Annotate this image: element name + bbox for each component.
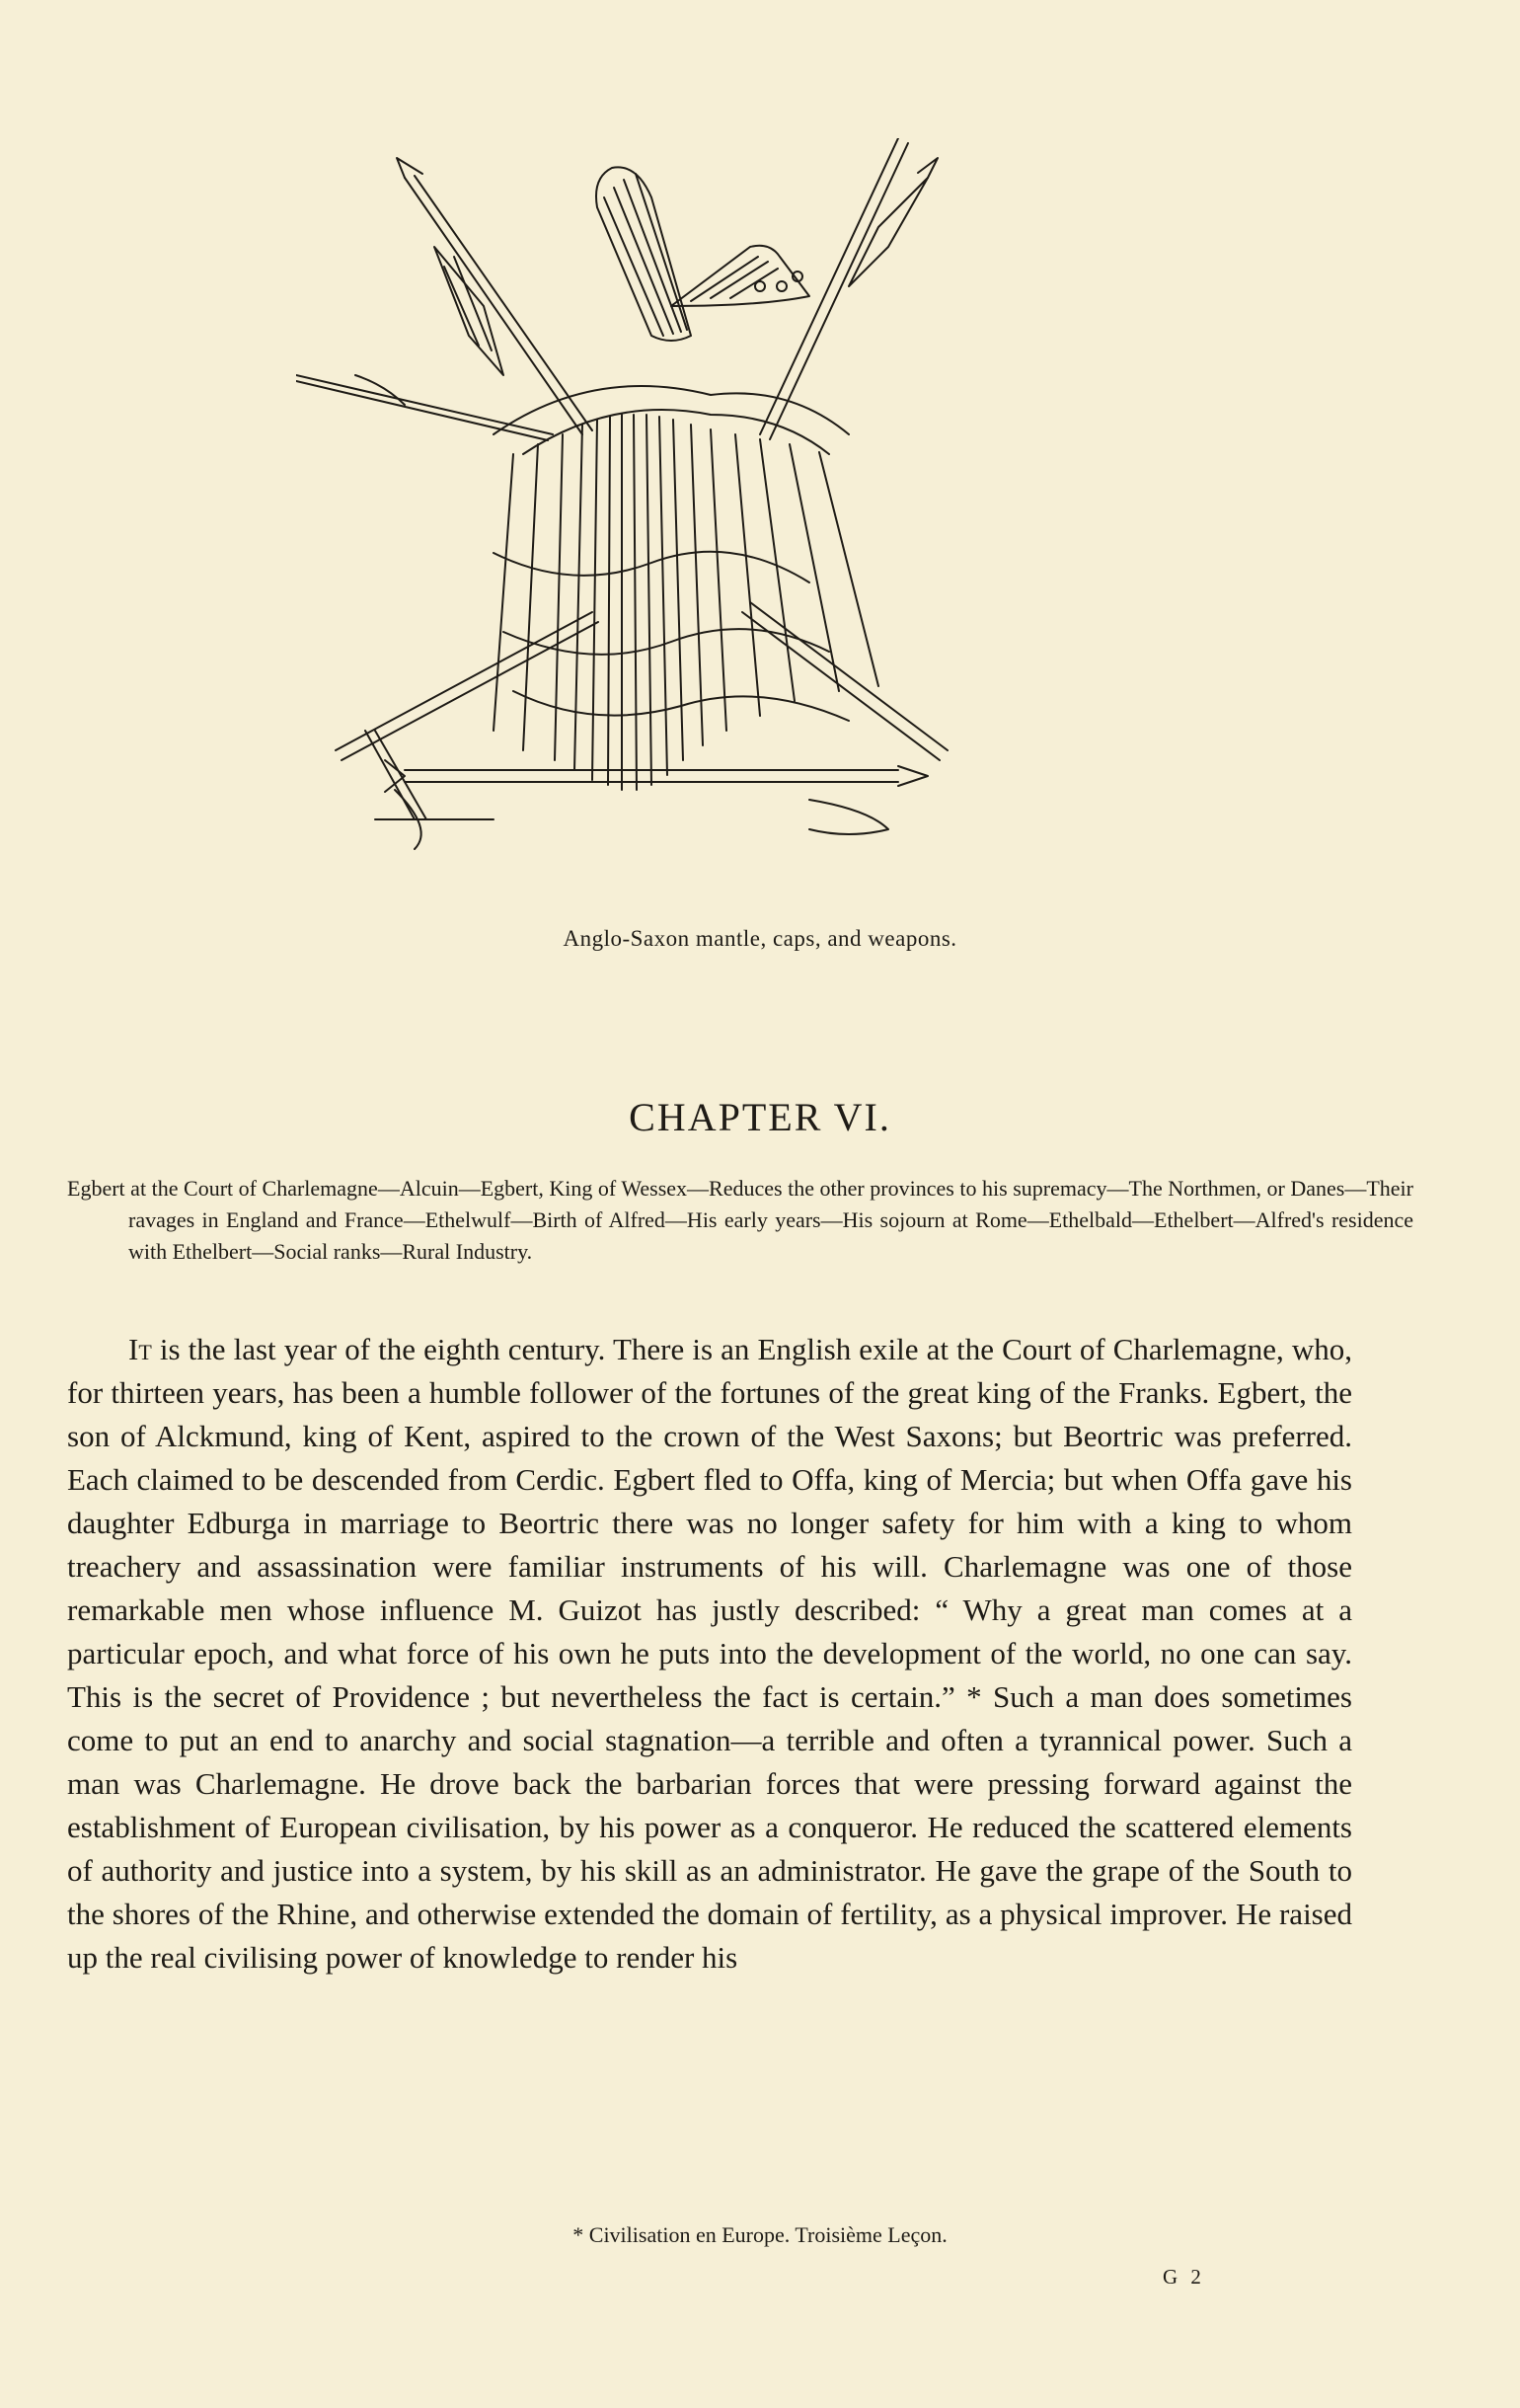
chapter-title: CHAPTER VI.: [629, 1095, 891, 1139]
body-text: is the last year of the eighth century. There is an English exile at the Court of Charlemagne, who, for thirteen years, has been a humble follower of the fortunes of the great king of the Franks. Egbert, the son of Alckmund, king of Kent, aspired to the crown of the West Saxons; but Beortric was preferred. Each claimed to be descended from Cerdic. Egbert fled to Offa, king of Mercia; but when Offa gave his daughter Edburga in marriage to Beortric there was no longer safety for him with a king to whom treachery and assassination were familiar instruments of his will. Charlemagne was one of those remarkable men whose influence M. Guizot has justly described: “ Why a great man comes at a particular epoch, and what force of his own he puts into the development of the world, no one can say. This is the secret of Providence ; but nevertheless the fact is certain.” * Such a man does sometimes come to put an end to anarchy and social stagnation—a terrible and often a tyrannical power. Such a man was Charlemagne. He drove back the barbarian forces that were pressing forward against the establishment of European civilisation, by his power as a conqueror. He reduced the scattered elements of authority and justice into a system, by his skill as an administrator. He gave the grape of the South to the shores of the Rhine, and otherwise extended the domain of fertility, as a physical improver. He raised up the real civilising power of knowledge to render his: [67, 1332, 1352, 1975]
printer-signature: G 2: [1163, 2265, 1205, 2289]
footnote: * Civilisation en Europe. Troisième Leçon.: [572, 2222, 948, 2247]
body-paragraph: [67, 1328, 1352, 1980]
anglo-saxon-mantle-illustration: [296, 138, 987, 918]
chapter-synopsis: Egbert at the Court of Charlemagne—Alcuin—Egbert, King of Wessex—Reduces the other provinces to his supremacy—The Northmen, or Danes—Their ravages in England and France—Ethelwulf—Birth of Alfred—His early years—His sojourn at Rome—Ethelbald—Ethelbert—Alfred's residence with Ethelbert—Social ranks—Rural Industry.: [67, 1176, 1413, 1264]
opening-word: It: [128, 1332, 152, 1366]
illustration-caption: Anglo-Saxon mantle, caps, and weapons.: [563, 926, 957, 951]
